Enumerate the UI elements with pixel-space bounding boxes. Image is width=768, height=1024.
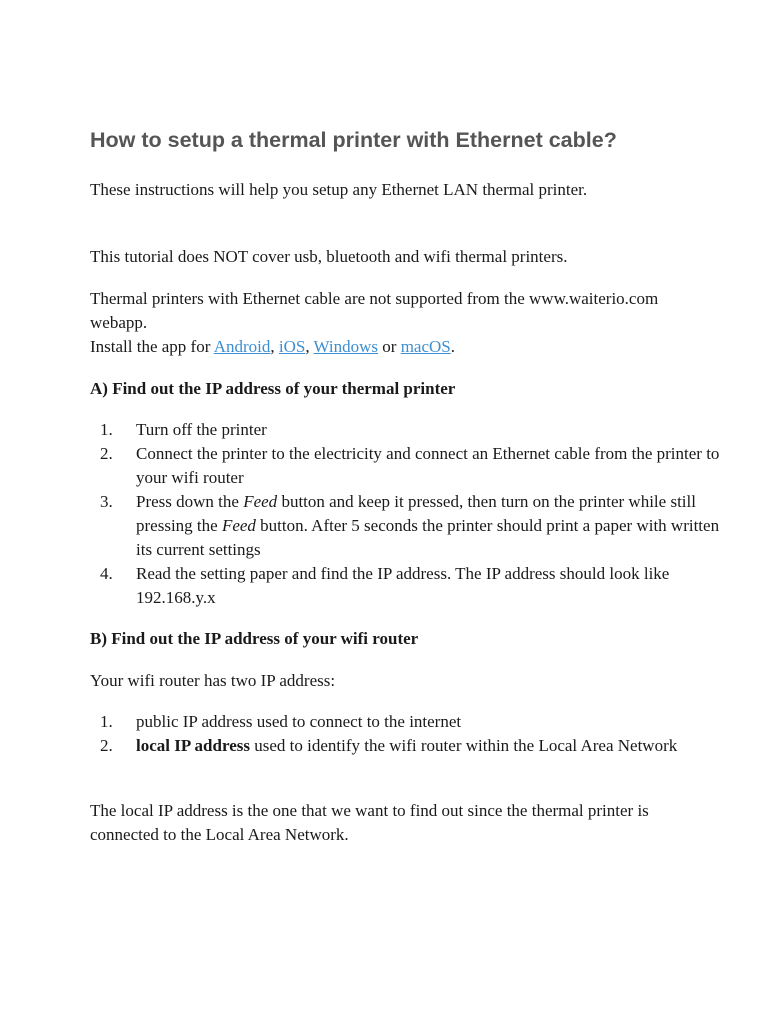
section-a-steps	[90, 418, 726, 610]
separator-comma: ,	[270, 337, 279, 356]
section-b-list	[90, 710, 726, 758]
windows-link[interactable]: Windows	[313, 337, 379, 356]
install-prefix: Install the app for	[90, 337, 214, 356]
separator-or: or	[378, 337, 401, 356]
list-item	[136, 490, 726, 562]
section-a-heading: A) Find out the IP address of your thermal printer	[90, 379, 456, 398]
step-text: Turn off the printer	[136, 420, 267, 439]
step-text: Press down the	[136, 492, 244, 511]
end-period: .	[450, 337, 455, 356]
list-item	[136, 734, 726, 758]
scope-paragraph: This tutorial does NOT cover usb, bluetooth and wifi thermal printers.	[90, 247, 568, 266]
feed-term: Feed	[221, 516, 256, 535]
support-text: Thermal printers with Ethernet cable are not supported from the www.waiterio.com webapp.	[90, 289, 659, 332]
intro-paragraph: These instructions will help you setup any Ethernet LAN thermal printer.	[90, 180, 588, 199]
ios-link[interactable]: iOS	[278, 337, 306, 356]
section-b-heading: B) Find out the IP address of your wifi router	[90, 629, 419, 648]
support-paragraph	[90, 287, 690, 359]
step-text: button and keep it pressed, then turn on the printer while still pressing the	[136, 492, 696, 535]
closing-paragraph: The local IP address is the one that we want to find out since the thermal printer is connected to the Local Area Network.	[90, 801, 649, 844]
item-text: used to identify the wifi router within the Local Area Network	[249, 736, 678, 755]
item-text: public IP address used to connect to the internet	[136, 712, 462, 731]
list-item	[136, 710, 726, 734]
separator-comma: ,	[305, 337, 314, 356]
android-link[interactable]: Android	[213, 337, 271, 356]
page-title: How to setup a thermal printer with Ethernet cable?	[90, 128, 617, 152]
section-b-intro: Your wifi router has two IP address:	[90, 671, 336, 690]
list-item	[136, 418, 726, 442]
step-text: button. After 5 seconds the printer should print a paper with written its current settings	[136, 516, 720, 559]
step-text: Connect the printer to the electricity and connect an Ethernet cable from the printer to your wifi router	[136, 444, 720, 487]
feed-term: Feed	[243, 492, 278, 511]
macos-link[interactable]: macOS	[400, 337, 451, 356]
local-ip-term: local IP address	[136, 736, 250, 755]
list-item	[136, 562, 726, 610]
step-text: Read the setting paper and find the IP address. The IP address should look like 192.168.y.x	[136, 564, 670, 607]
list-item	[136, 442, 726, 490]
